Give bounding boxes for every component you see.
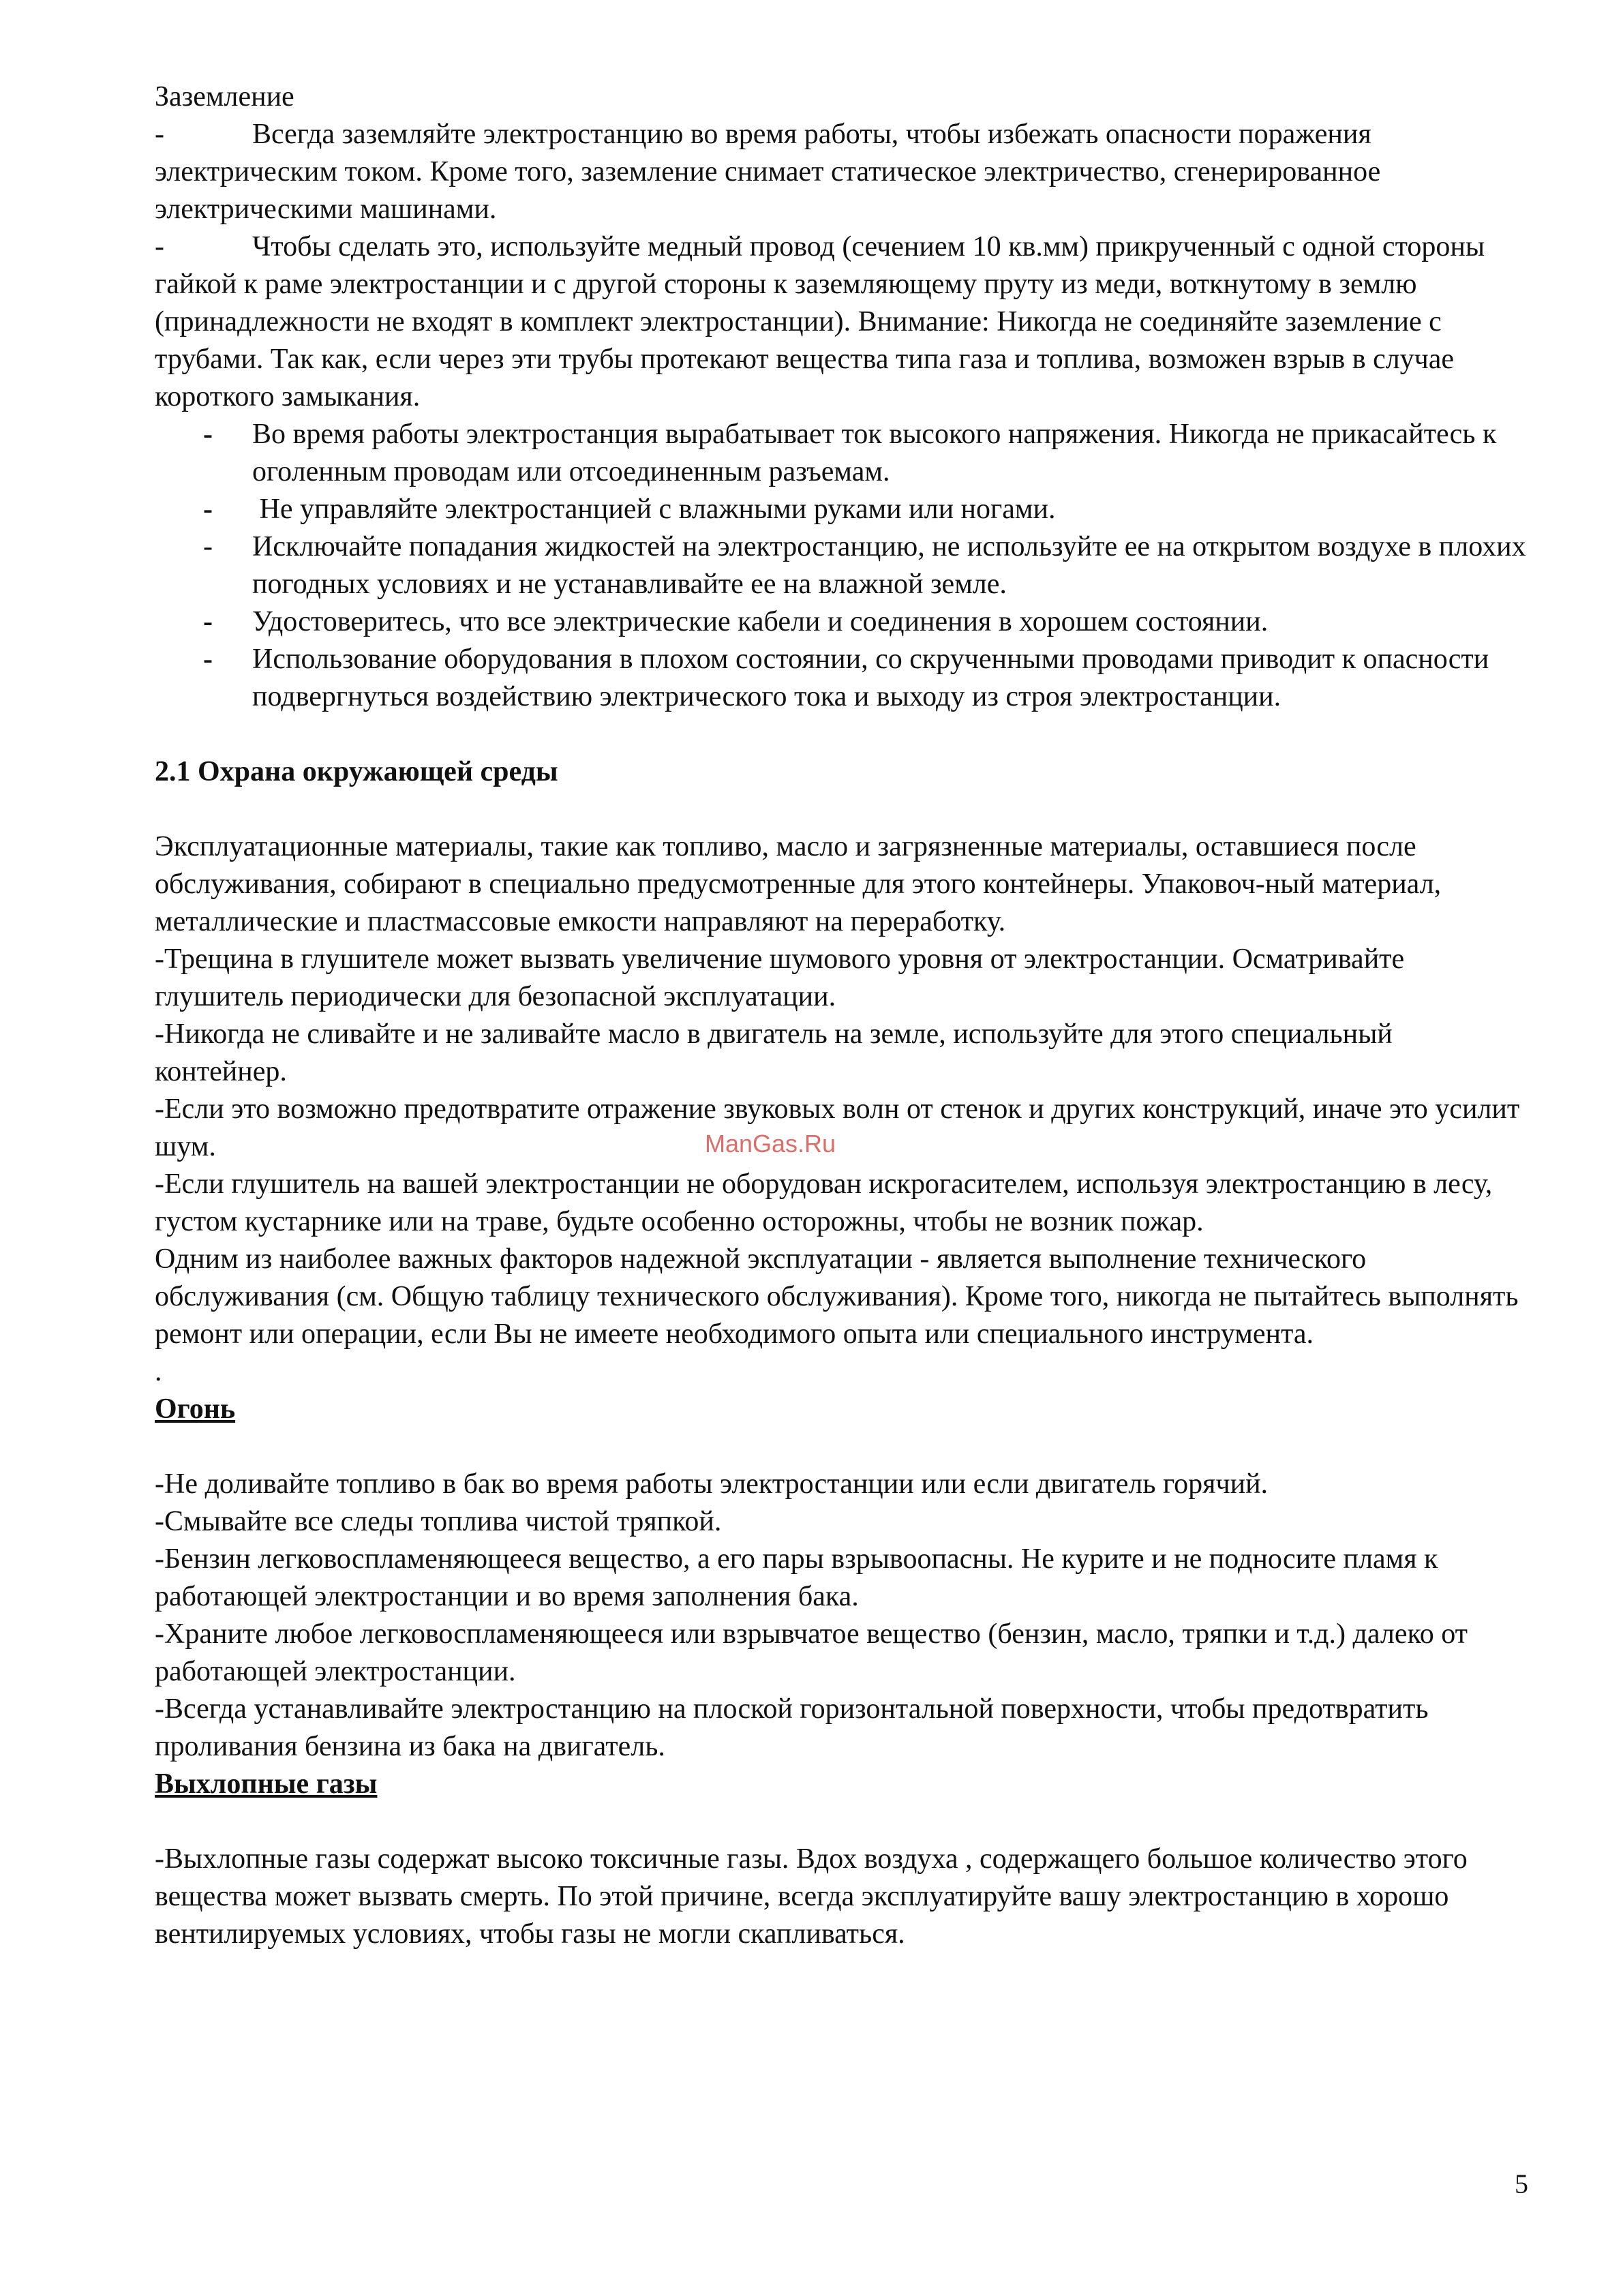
- grounding-title: Заземление: [155, 81, 294, 112]
- bullet-dash: -: [203, 644, 213, 675]
- environment-paragraph: -Если это возможно предотвратите отражение звуковых волн от стенок и других конструкций, иначе это усилит шум.: [155, 1093, 1520, 1162]
- watermark: ManGas.Ru: [705, 1130, 836, 1158]
- grounding-paragraph-1-text: Всегда заземляйте электростанцию во время работы, чтобы избежать опасности поражения электрическим током. Кроме того, заземление снимает статическое электричество, сгенерированное электрическими машинами.: [155, 119, 1381, 225]
- exhaust-heading: Выхлопные газы: [155, 1768, 378, 1800]
- environment-paragraph: Одним из наиболее важных факторов надежной эксплуатации - является выполнение технического обслуживания (см. Общую таблицу технического обслуживания). Кроме того, никогда не пытайтесь выполнять ремонт или операции, если Вы не имеете необходимого опыта или специального инструмента.: [155, 1243, 1519, 1350]
- fire-line: -Бензин легковоспламеняющееся вещество, а его пары взрывоопасны. Не курите и не подносите пламя к работающей электростанции и во время заполнения бака.: [155, 1543, 1438, 1612]
- grounding-list-item: [203, 416, 1532, 491]
- page-content: [155, 78, 1532, 1953]
- environment-paragraph: -Никогда не сливайте и не заливайте масло в двигатель на земле, используйте для этого специальный контейнер.: [155, 1018, 1393, 1087]
- grounding-list-item: [203, 528, 1532, 603]
- exhaust-paragraph: -Выхлопные газы содержат высоко токсичные газы. Вдох воздуха , содержащего большое количество этого вещества может вызвать смерть. По этой причине, всегда эксплуатируйте вашу электростанцию в хорошо вентилируемых условиях, чтобы газы не могли скапливаться.: [155, 1843, 1468, 1950]
- environment-paragraph: -Трещина в глушителе может вызвать увеличение шумового уровня от электростанции. Осматривайте глушитель периодически для безопасной эксплуатации.: [155, 943, 1405, 1012]
- dash-marker: -: [155, 231, 164, 262]
- list-item-text: Исключайте попадания жидкостей на электростанцию, не используйте ее на открытом воздухе в плохих погодных условиях и не устанавливайте ее на влажной земле.: [252, 531, 1526, 600]
- list-item-text: Не управляйте электростанцией с влажными руками или ногами.: [252, 494, 1056, 525]
- bullet-dash: -: [203, 419, 213, 450]
- dash-marker: -: [155, 119, 164, 150]
- bullet-dash: -: [203, 531, 213, 562]
- fire-line: -Не доливайте топливо в бак во время работы электростанции или если двигатель горячий.: [155, 1468, 1269, 1500]
- fire-line: -Смывайте все следы топлива чистой тряпкой.: [155, 1506, 722, 1537]
- fire-heading: Огонь: [155, 1393, 236, 1425]
- grounding-paragraph-2-text: Чтобы сделать это, используйте медный провод (сечением 10 кв.мм) прикрученный с одной стороны гайкой к раме электростанции и с другой стороны к заземляющему пруту из меди, воткнутому в землю (принадлежности не входят в комплект электростанции). Внимание: Никогда не соединяйте заземление с трубами. Так как, если через эти трубы протекают вещества типа газа и топлива, возможен взрыв в случае короткого замыкания.: [155, 231, 1485, 412]
- fire-line: -Всегда устанавливайте электростанцию на плоской горизонтальной поверхности, чтобы предотвратить проливания бензина из бака на двигатель.: [155, 1693, 1429, 1762]
- list-item-text: Удостоверитесь, что все электрические кабели и соединения в хорошем состоянии.: [252, 606, 1269, 637]
- stray-dot: .: [155, 1356, 162, 1387]
- list-item-text: Во время работы электростанция вырабатывает ток высокого напряжения. Никогда не прикасайтесь к оголенным проводам или отсоединенным разъемам.: [252, 419, 1497, 487]
- bullet-dash: -: [203, 494, 213, 525]
- environment-paragraph: -Если глушитель на вашей электростанции не оборудован искрогасителем, используя электростанцию в лесу, густом кустарнике или на траве, будьте особенно осторожны, чтобы не возник пожар.: [155, 1168, 1493, 1237]
- grounding-list-item: [203, 641, 1532, 716]
- list-item-text: Использование оборудования в плохом состоянии, со скрученными проводами приводит к опасности подвергнуться воздействию электрического тока и выходу из строя электростанции.: [252, 644, 1489, 712]
- environment-heading: 2.1 Охрана окружающей среды: [155, 756, 558, 787]
- fire-line: -Храните любое легковоспламеняющееся или взрывчатое вещество (бензин, масло, тряпки и т.д.) далеко от работающей электростанции.: [155, 1618, 1468, 1687]
- bullet-dash: -: [203, 606, 213, 637]
- grounding-list-item: [203, 491, 1532, 528]
- page-number: 5: [1515, 2169, 1528, 2199]
- grounding-list-item: [203, 603, 1532, 641]
- environment-paragraph: Эксплуатационные материалы, такие как топливо, масло и загрязненные материалы, оставшиеся после обслуживания, собирают в специально предусмотренные для этого контейнеры. Упаковоч-ный материал, металлические и пластмассовые емкости направляют на переработку.: [155, 831, 1442, 937]
